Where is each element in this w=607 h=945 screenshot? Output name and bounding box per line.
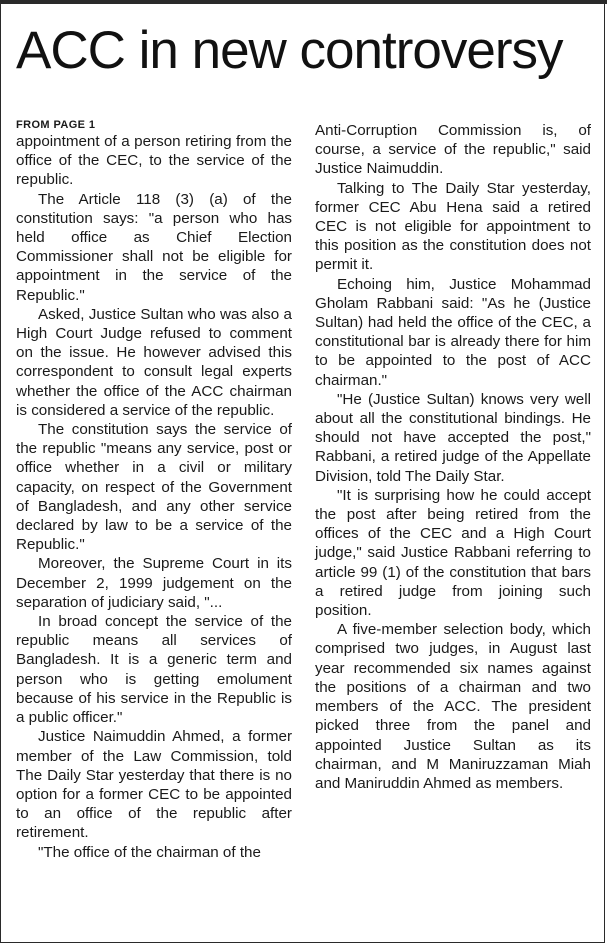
- headline: ACC in new controversy: [16, 21, 563, 80]
- paragraph: Moreover, the Supreme Court in its December 2, 1999 judgement on the separation of judiciary said, "...: [16, 555, 292, 611]
- right-column: [315, 121, 591, 793]
- continuation-label: FROM PAGE 1: [16, 119, 96, 131]
- paragraph: The constitution says the service of the republic "means any service, post or office whether in a civil or military capacity, on respect of the Government of Bangladesh, and any other service declared by law to be a service of the Republic.": [16, 421, 292, 554]
- paragraph: Echoing him, Justice Mohammad Gholam Rabbani said: "As he (Justice Sultan) had held the office of the CEC, a constitutional bar is already there for him to be appointed to the post of ACC chairman.": [315, 275, 591, 389]
- paragraph: In broad concept the service of the republic means all services of Bangladesh. It is a generic term and person who is getting emolument because of his service in the Republic is a public officer.": [16, 613, 292, 727]
- paragraph: appointment of a person retiring from the office of the CEC, to the service of the republic.: [16, 133, 292, 189]
- paragraph: Asked, Justice Sultan who was also a High Court Judge refused to comment on the issue. He however advised this correspondent to consult legal experts whether the office of the ACC chairman is considered a service of the republic.: [16, 305, 292, 419]
- paragraph: "The office of the chairman of the: [38, 843, 261, 861]
- paragraph: "He (Justice Sultan) knows very well about all the constitutional bindings. He should not have accepted the post," Rabbani, a retired judge of the Appellate Division, told The Daily Star.: [315, 390, 591, 485]
- paragraph: A five-member selection body, which comprised two judges, in August last year recommended six names against the positions of a chairman and two members of the ACC. The president picked three from the panel and appointed Justice Sultan as its chairman, and M Maniruzzaman Miah and Maniruddin Ahmed as members.: [315, 621, 591, 792]
- left-column: [16, 119, 292, 862]
- paragraph: Anti-Corruption Commission is, of course, a service of the republic," said Justice Naimuddin.: [315, 122, 591, 178]
- paragraph: "It is surprising how he could accept the post after being retired from the offices of the CEC and a High Court judge," said Justice Rabbani referring to article 99 (1) of the constitution that bars a retired judge from joining such position.: [315, 486, 591, 620]
- paragraph: Talking to The Daily Star yesterday, former CEC Abu Hena said a retired CEC is not eligible for appointment to this position as the constitution does not permit it.: [315, 179, 591, 274]
- paragraph: The Article 118 (3) (a) of the constitution says: "a person who has held office as Chief Election Commissioner shall not be eligible for appointment in the service of the Republic.": [16, 190, 292, 304]
- paragraph: Justice Naimuddin Ahmed, a former member of the Law Commission, told The Daily Star yesterday that there is no option for a former CEC to be appointed to an office of the republic after retirement.: [16, 728, 292, 842]
